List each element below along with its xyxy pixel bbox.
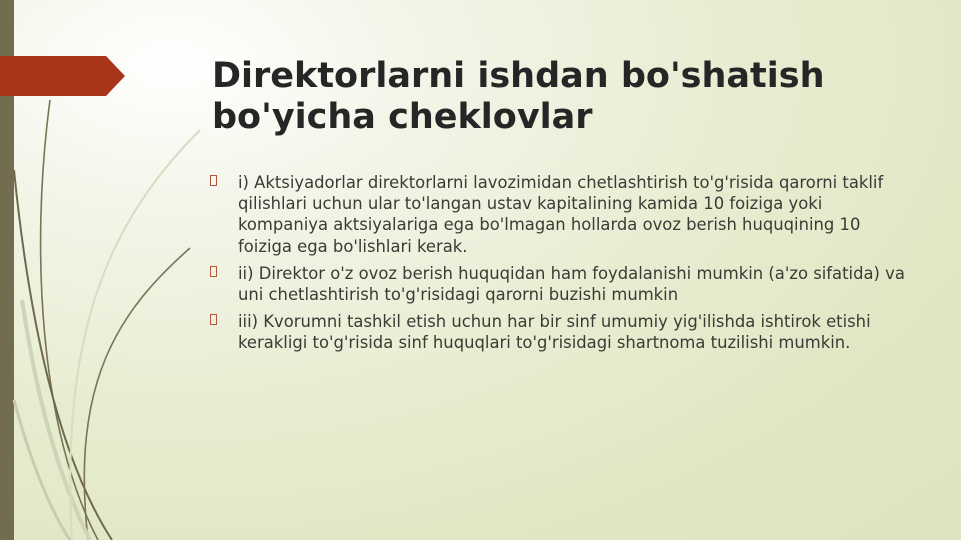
bullet-text: iii) Kvorumni tashkil etish uchun har bir sinf umumiy yig'ilishda ishtirok etishi kerakligi to'g'risida sinf huquqlari to'g'risidagi shartnoma tuzilishi mumkin.: [238, 312, 871, 353]
bullet-item: [210, 311, 910, 353]
title-arrow-marker: [0, 56, 125, 96]
bullet-list: [210, 172, 910, 360]
bullet-box-icon: [210, 314, 217, 325]
bullet-text: ii) Direktor o'z ovoz berish huquqidan ham foydalanishi mumkin (a'zo sifatida) va uni chetlashtirish to'g'risidagi qarorni buzishi mumkin: [238, 263, 905, 305]
bullet-text: i) Aktsiyadorlar direktorlarni lavozimidan chetlashtirish to'g'risida qarorni taklif qilishlari uchun ular to'langan ustav kapitalining kamida 10 foiziga yoki kompaniya aktsiyalariga ega bo'lmagan hollarda ovoz berish huquqining 10 foiziga ega bo'lishlari kerak.: [238, 173, 884, 256]
bullet-box-icon: [210, 266, 217, 277]
bullet-item: [210, 263, 910, 305]
slide-title: Direktorlarni ishdan bo'shatish bo'yicha cheklovlar: [212, 56, 825, 137]
bullet-item: [210, 172, 910, 257]
bullet-box-icon: [210, 175, 217, 186]
